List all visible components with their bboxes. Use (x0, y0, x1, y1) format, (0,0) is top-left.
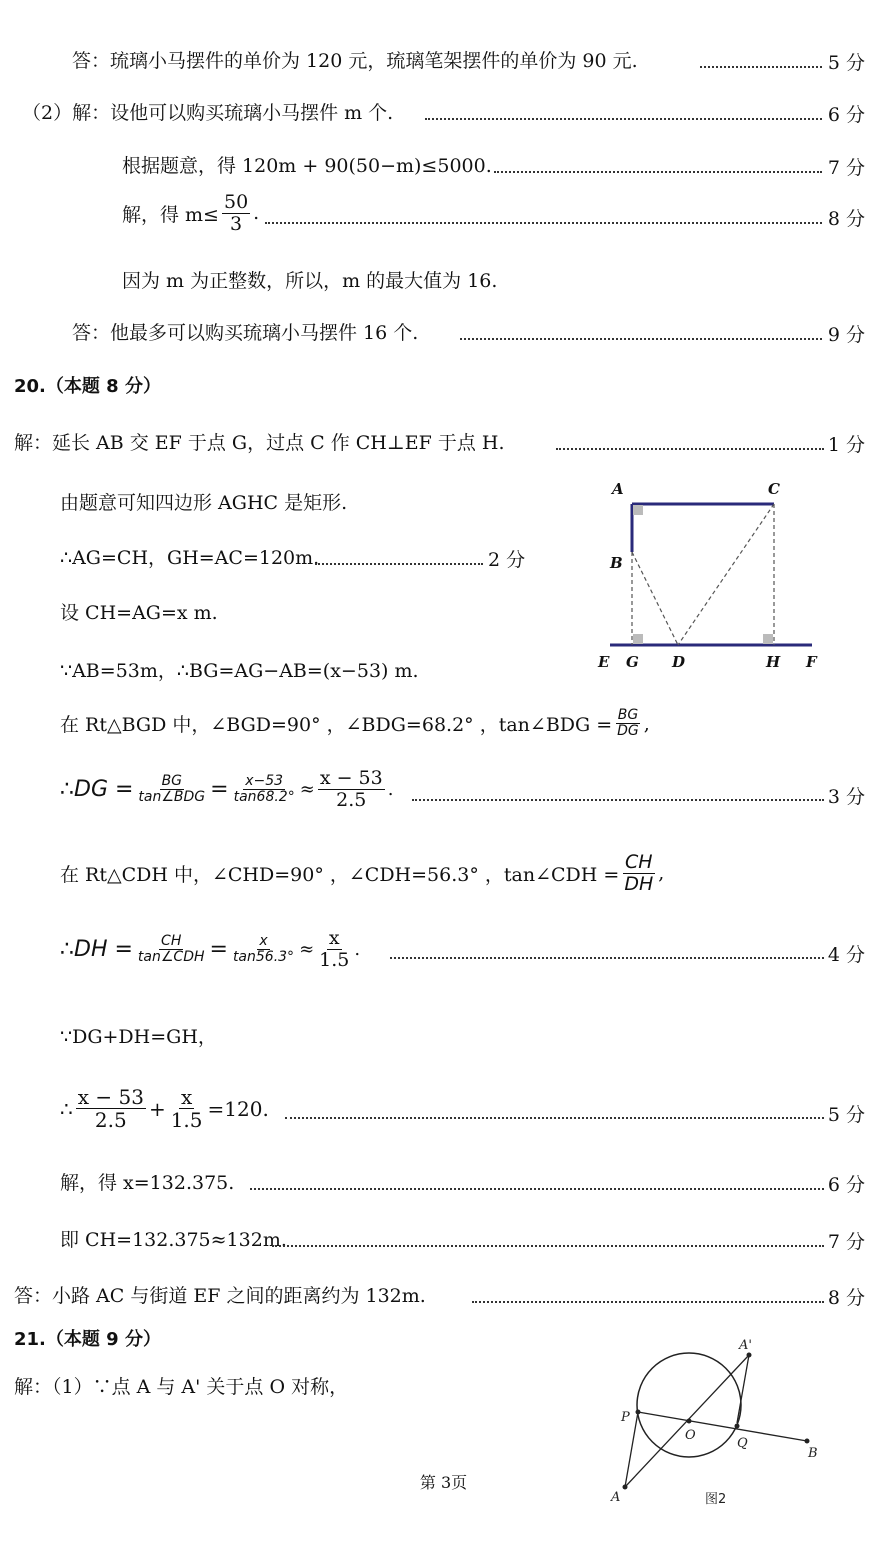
bg-expression-line: ∵AB=53m，∴BG=AG−AB=(x−53) m. (60, 660, 419, 682)
segment-PB (638, 1412, 807, 1441)
rectangle-statement: 由题意可知四边形 AGHC 是矩形. (60, 492, 348, 514)
answer-line-1: 答：琉璃小马摆件的单价为 120 元，琉璃笔架摆件的单价为 90 元. (72, 50, 638, 72)
fraction: $\frac{x - 53}{2.5}$ (77, 1085, 144, 1132)
tan-cdh-line: 在 Rt△CDH 中，∠CHD=90° ，∠CDH=56.3° ，tan∠CDH = $\frac{CH}{DH}$ , (60, 851, 665, 895)
score-label: 5 分 (827, 1104, 865, 1126)
solution-line-20-1: 解：延长 AB 交 EF 于点 G，过点 C 作 CH⊥EF 于点 H. (14, 432, 505, 454)
point-P (636, 1410, 641, 1415)
dotted-leader (272, 1245, 824, 1247)
label-G: G (626, 653, 639, 671)
variable-line: 设 CH=AG=x m. (60, 602, 218, 624)
x-solution-line: 解，得 x=132.375. (60, 1172, 235, 1194)
page-number: 第 3页 (419, 1473, 468, 1492)
fraction: $\frac{CH}{DH}$ (624, 851, 654, 895)
score-label: 7 分 (827, 1231, 865, 1253)
label-A-prime: A' (739, 1338, 752, 1353)
label-B: B (610, 554, 623, 572)
dotted-leader (494, 171, 822, 173)
dotted-leader (250, 1188, 824, 1190)
fraction: $\frac{x}{1.5}$ (170, 1085, 203, 1132)
point-A-prime (747, 1353, 752, 1358)
label-E: E (598, 653, 610, 671)
dotted-leader (556, 448, 824, 450)
tan-bdg-line: 在 Rt△BGD 中，∠BGD=90° ，∠BDG=68.2° ，tan∠BDG = $\frac{BG}{DG}$ , (60, 707, 650, 740)
label-O: O (685, 1428, 696, 1443)
score-label: 2 分 (488, 549, 526, 571)
solution-line-2: （2）解：设他可以购买琉璃小马摆件 m 个. (22, 102, 394, 124)
solution-line-21-1: 解：（1）∵点 A 与 A' 关于点 O 对称， (14, 1376, 349, 1398)
dotted-leader (460, 338, 822, 340)
figure-caption: 图2 (705, 1492, 727, 1507)
question-heading-21: 21.（本题 9 分） (14, 1329, 161, 1350)
label-A: A (611, 1490, 621, 1505)
fraction: $\frac{BG}{DG}$ (617, 707, 639, 740)
question-heading-20: 20.（本题 8 分） (14, 376, 161, 397)
label-H: H (766, 653, 781, 671)
fraction: $\frac{50}{3}$ (223, 191, 249, 235)
score-label: 1 分 (827, 434, 865, 456)
dotted-leader (265, 222, 822, 224)
label-P: P (621, 1410, 630, 1425)
equal-sides-line: ∴AG=CH，GH=AC=120m. (60, 547, 320, 569)
dotted-leader (390, 957, 824, 959)
label-C: C (768, 480, 780, 498)
score-label: 5 分 (827, 52, 865, 74)
score-label: 6 分 (827, 104, 865, 126)
fraction: $\frac{x}{1.5}$ (319, 927, 350, 971)
point-O (687, 1419, 692, 1424)
segment-CD (678, 504, 774, 645)
label-D: D (672, 653, 686, 671)
fraction: $\frac{BG}{\text{tan∠BDG}}$ (138, 772, 206, 805)
point-Q (735, 1424, 740, 1429)
score-label: 4 分 (827, 944, 865, 966)
dotted-leader (425, 118, 822, 120)
final-answer-20: 答：小路 AC 与街道 EF 之间的距离约为 132m. (14, 1285, 426, 1307)
score-label: 7 分 (827, 157, 865, 179)
label-F: F (806, 653, 817, 671)
inequality-solution: 解，得 m≤ $\frac{50}{3}$ . (122, 191, 260, 235)
dotted-leader (472, 1301, 824, 1303)
point-B (805, 1439, 810, 1444)
right-angle-marker (633, 505, 643, 515)
score-label: 6 分 (827, 1174, 865, 1196)
dotted-leader (315, 563, 483, 565)
label-Q: Q (737, 1436, 748, 1451)
ch-value-line: 即 CH=132.375≈132m. (60, 1229, 287, 1251)
dotted-leader (412, 799, 824, 801)
sum-line: ∵DG+DH=GH， (60, 1026, 217, 1048)
equation-line: 根据题意，得 120m + 90(50−m)≤5000. (122, 155, 492, 177)
dg-equation: ∴DG = $\frac{BG}{\text{tan∠BDG}}$ = $\frac{x-53}{\tan 68.2^\circ}$ ≈ $\frac{x - 53}{2.5}$ . (60, 767, 394, 811)
dotted-leader (700, 66, 822, 68)
score-label: 8 分 (827, 208, 865, 230)
fraction: $\frac{x-53}{\tan 68.2^\circ}$ (233, 772, 295, 805)
segment-BD (632, 552, 678, 645)
score-label: 8 分 (827, 1287, 865, 1309)
sum-equation: ∴ $\frac{x - 53}{2.5}$ + $\frac{x}{1.5}$ =120. (60, 1085, 269, 1132)
label-A: A (612, 480, 624, 498)
fraction: $\frac{x}{\tan 56.3^\circ}$ (232, 932, 295, 965)
fraction: $\frac{CH}{\text{tan∠CDH}}$ (137, 932, 205, 965)
score-label: 9 分 (827, 324, 865, 346)
fraction: $\frac{x - 53}{2.5}$ (319, 767, 383, 811)
right-angle-marker (763, 634, 773, 644)
answer-line-2: 答：他最多可以购买琉璃小马摆件 16 个. (72, 322, 419, 344)
label-B: B (808, 1446, 818, 1461)
dh-equation: ∴DH = $\frac{CH}{\text{tan∠CDH}}$ = $\frac{x}{\tan 56.3^\circ}$ ≈ $\frac{x}{1.5}$ . (60, 927, 361, 971)
right-angle-marker (633, 634, 643, 644)
dotted-leader (285, 1117, 824, 1119)
rectangle-figure (590, 476, 830, 676)
conclusion-line: 因为 m 为正整数，所以，m 的最大值为 16. (122, 270, 498, 292)
score-label: 3 分 (827, 786, 865, 808)
